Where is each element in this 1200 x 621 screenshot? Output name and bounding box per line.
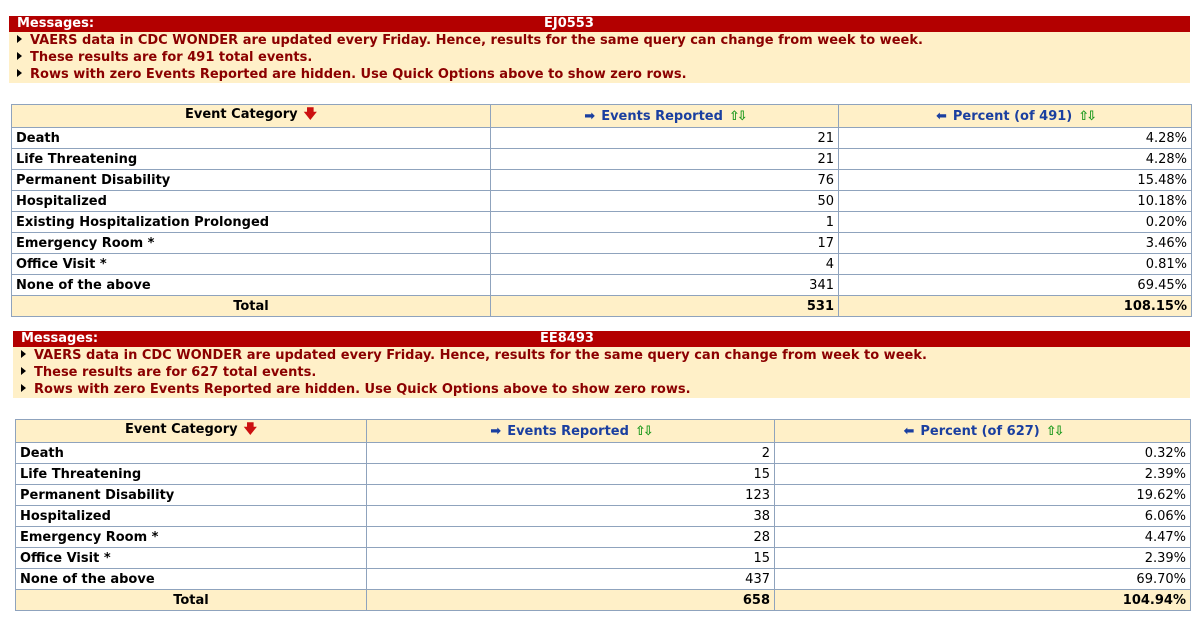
row-percent: 0.81% (839, 254, 1192, 275)
row-percent: 15.48% (839, 170, 1192, 191)
row-events: 50 (491, 191, 839, 212)
column-header-event-category[interactable]: Event Category 🡇 (12, 105, 491, 128)
table-row (12, 275, 1192, 296)
bullet-triangle-icon (17, 35, 22, 43)
bullet-triangle-icon (21, 350, 26, 358)
message-text: These results are for 491 total events. (30, 50, 313, 65)
bullet-triangle-icon (21, 367, 26, 375)
message-line (13, 364, 1190, 381)
message-text: These results are for 627 total events. (34, 365, 317, 380)
table-row (12, 254, 1192, 275)
messages-label: Messages: (21, 331, 99, 346)
total-row (16, 590, 1191, 611)
row-events: 17 (491, 233, 839, 254)
table-row (12, 212, 1192, 233)
column-header-events-reported[interactable]: ➡ Events Reported ⇧⇩ (491, 105, 839, 128)
row-category: Office Visit * (16, 548, 367, 569)
message-line (13, 347, 1190, 364)
row-percent: 2.39% (775, 464, 1191, 485)
total-percent: 108.15% (839, 296, 1192, 317)
column-header-events-reported[interactable]: ➡ Events Reported ⇧⇩ (367, 420, 775, 443)
table-row (12, 170, 1192, 191)
table-row (12, 233, 1192, 254)
red-down-arrow-icon[interactable]: 🡇 (243, 422, 257, 437)
row-events: 341 (491, 275, 839, 296)
message-text: VAERS data in CDC WONDER are updated every Friday. Hence, results for the same query can change from week to week. (30, 33, 923, 48)
row-events: 1 (491, 212, 839, 233)
messages-panel-1 (9, 16, 1190, 83)
row-category: Hospitalized (16, 506, 367, 527)
row-events: 76 (491, 170, 839, 191)
row-category: Permanent Disability (12, 170, 491, 191)
bullet-triangle-icon (21, 384, 26, 392)
row-events: 38 (367, 506, 775, 527)
row-category: None of the above (16, 569, 367, 590)
table-row (16, 443, 1191, 464)
table-row (16, 485, 1191, 506)
row-events: 4 (491, 254, 839, 275)
row-events: 21 (491, 128, 839, 149)
table-row (12, 149, 1192, 170)
table-row (16, 527, 1191, 548)
table-row (12, 128, 1192, 149)
row-percent: 0.32% (775, 443, 1191, 464)
total-label: Total (16, 590, 367, 611)
row-category: Hospitalized (12, 191, 491, 212)
total-row (12, 296, 1192, 317)
row-percent: 69.70% (775, 569, 1191, 590)
green-up-down-arrows-icon[interactable]: ⇧⇩ (728, 108, 745, 124)
total-percent: 104.94% (775, 590, 1191, 611)
row-events: 21 (491, 149, 839, 170)
blue-left-arrow-icon[interactable]: ⬅ (935, 108, 947, 124)
messages-label: Messages: (17, 16, 95, 31)
green-up-down-arrows-icon[interactable]: ⇧⇩ (1045, 423, 1062, 439)
batch-label: EE8493 (540, 331, 594, 346)
table-row (12, 191, 1192, 212)
row-percent: 19.62% (775, 485, 1191, 506)
blue-right-arrow-icon[interactable]: ➡ (490, 423, 502, 439)
total-label: Total (12, 296, 491, 317)
table-header-row (16, 420, 1191, 443)
row-events: 2 (367, 443, 775, 464)
table-row (16, 548, 1191, 569)
message-line (9, 49, 1190, 66)
results-table-2 (15, 419, 1191, 611)
blue-left-arrow-icon[interactable]: ⬅ (903, 423, 915, 439)
row-percent: 10.18% (839, 191, 1192, 212)
column-header-percent[interactable]: ⬅ Percent (of 627) ⇧⇩ (775, 420, 1191, 443)
messages-header-bar (13, 331, 1190, 347)
row-category: None of the above (12, 275, 491, 296)
table-row (16, 569, 1191, 590)
row-events: 15 (367, 548, 775, 569)
row-category: Death (12, 128, 491, 149)
bullet-triangle-icon (17, 69, 22, 77)
message-text: Rows with zero Events Reported are hidden. Use Quick Options above to show zero rows. (34, 382, 691, 397)
row-category: Life Threatening (16, 464, 367, 485)
row-category: Office Visit * (12, 254, 491, 275)
total-events: 531 (491, 296, 839, 317)
total-events: 658 (367, 590, 775, 611)
table-row (16, 506, 1191, 527)
row-percent: 2.39% (775, 548, 1191, 569)
row-category: Emergency Room * (12, 233, 491, 254)
row-percent: 0.20% (839, 212, 1192, 233)
row-category: Permanent Disability (16, 485, 367, 506)
messages-header-bar (9, 16, 1190, 32)
row-category: Emergency Room * (16, 527, 367, 548)
message-text: VAERS data in CDC WONDER are updated every Friday. Hence, results for the same query can change from week to week. (34, 348, 927, 363)
row-percent: 4.28% (839, 128, 1192, 149)
blue-right-arrow-icon[interactable]: ➡ (584, 108, 596, 124)
row-category: Death (16, 443, 367, 464)
table-header-row (12, 105, 1192, 128)
green-up-down-arrows-icon[interactable]: ⇧⇩ (1078, 108, 1095, 124)
message-line (9, 32, 1190, 49)
row-events: 437 (367, 569, 775, 590)
row-events: 123 (367, 485, 775, 506)
message-text: Rows with zero Events Reported are hidden. Use Quick Options above to show zero rows. (30, 67, 687, 82)
column-header-event-category[interactable]: Event Category 🡇 (16, 420, 367, 443)
message-line (13, 381, 1190, 398)
results-table-1 (11, 104, 1192, 317)
row-percent: 3.46% (839, 233, 1192, 254)
column-header-percent[interactable]: ⬅ Percent (of 491) ⇧⇩ (839, 105, 1192, 128)
red-down-arrow-icon[interactable]: 🡇 (303, 107, 317, 122)
row-percent: 69.45% (839, 275, 1192, 296)
green-up-down-arrows-icon[interactable]: ⇧⇩ (634, 423, 651, 439)
row-category: Existing Hospitalization Prolonged (12, 212, 491, 233)
table-row (16, 464, 1191, 485)
message-line (9, 66, 1190, 83)
row-percent: 6.06% (775, 506, 1191, 527)
row-events: 28 (367, 527, 775, 548)
batch-label: EJ0553 (544, 16, 594, 31)
messages-panel-2 (13, 331, 1190, 398)
row-percent: 4.28% (839, 149, 1192, 170)
row-percent: 4.47% (775, 527, 1191, 548)
row-events: 15 (367, 464, 775, 485)
bullet-triangle-icon (17, 52, 22, 60)
row-category: Life Threatening (12, 149, 491, 170)
